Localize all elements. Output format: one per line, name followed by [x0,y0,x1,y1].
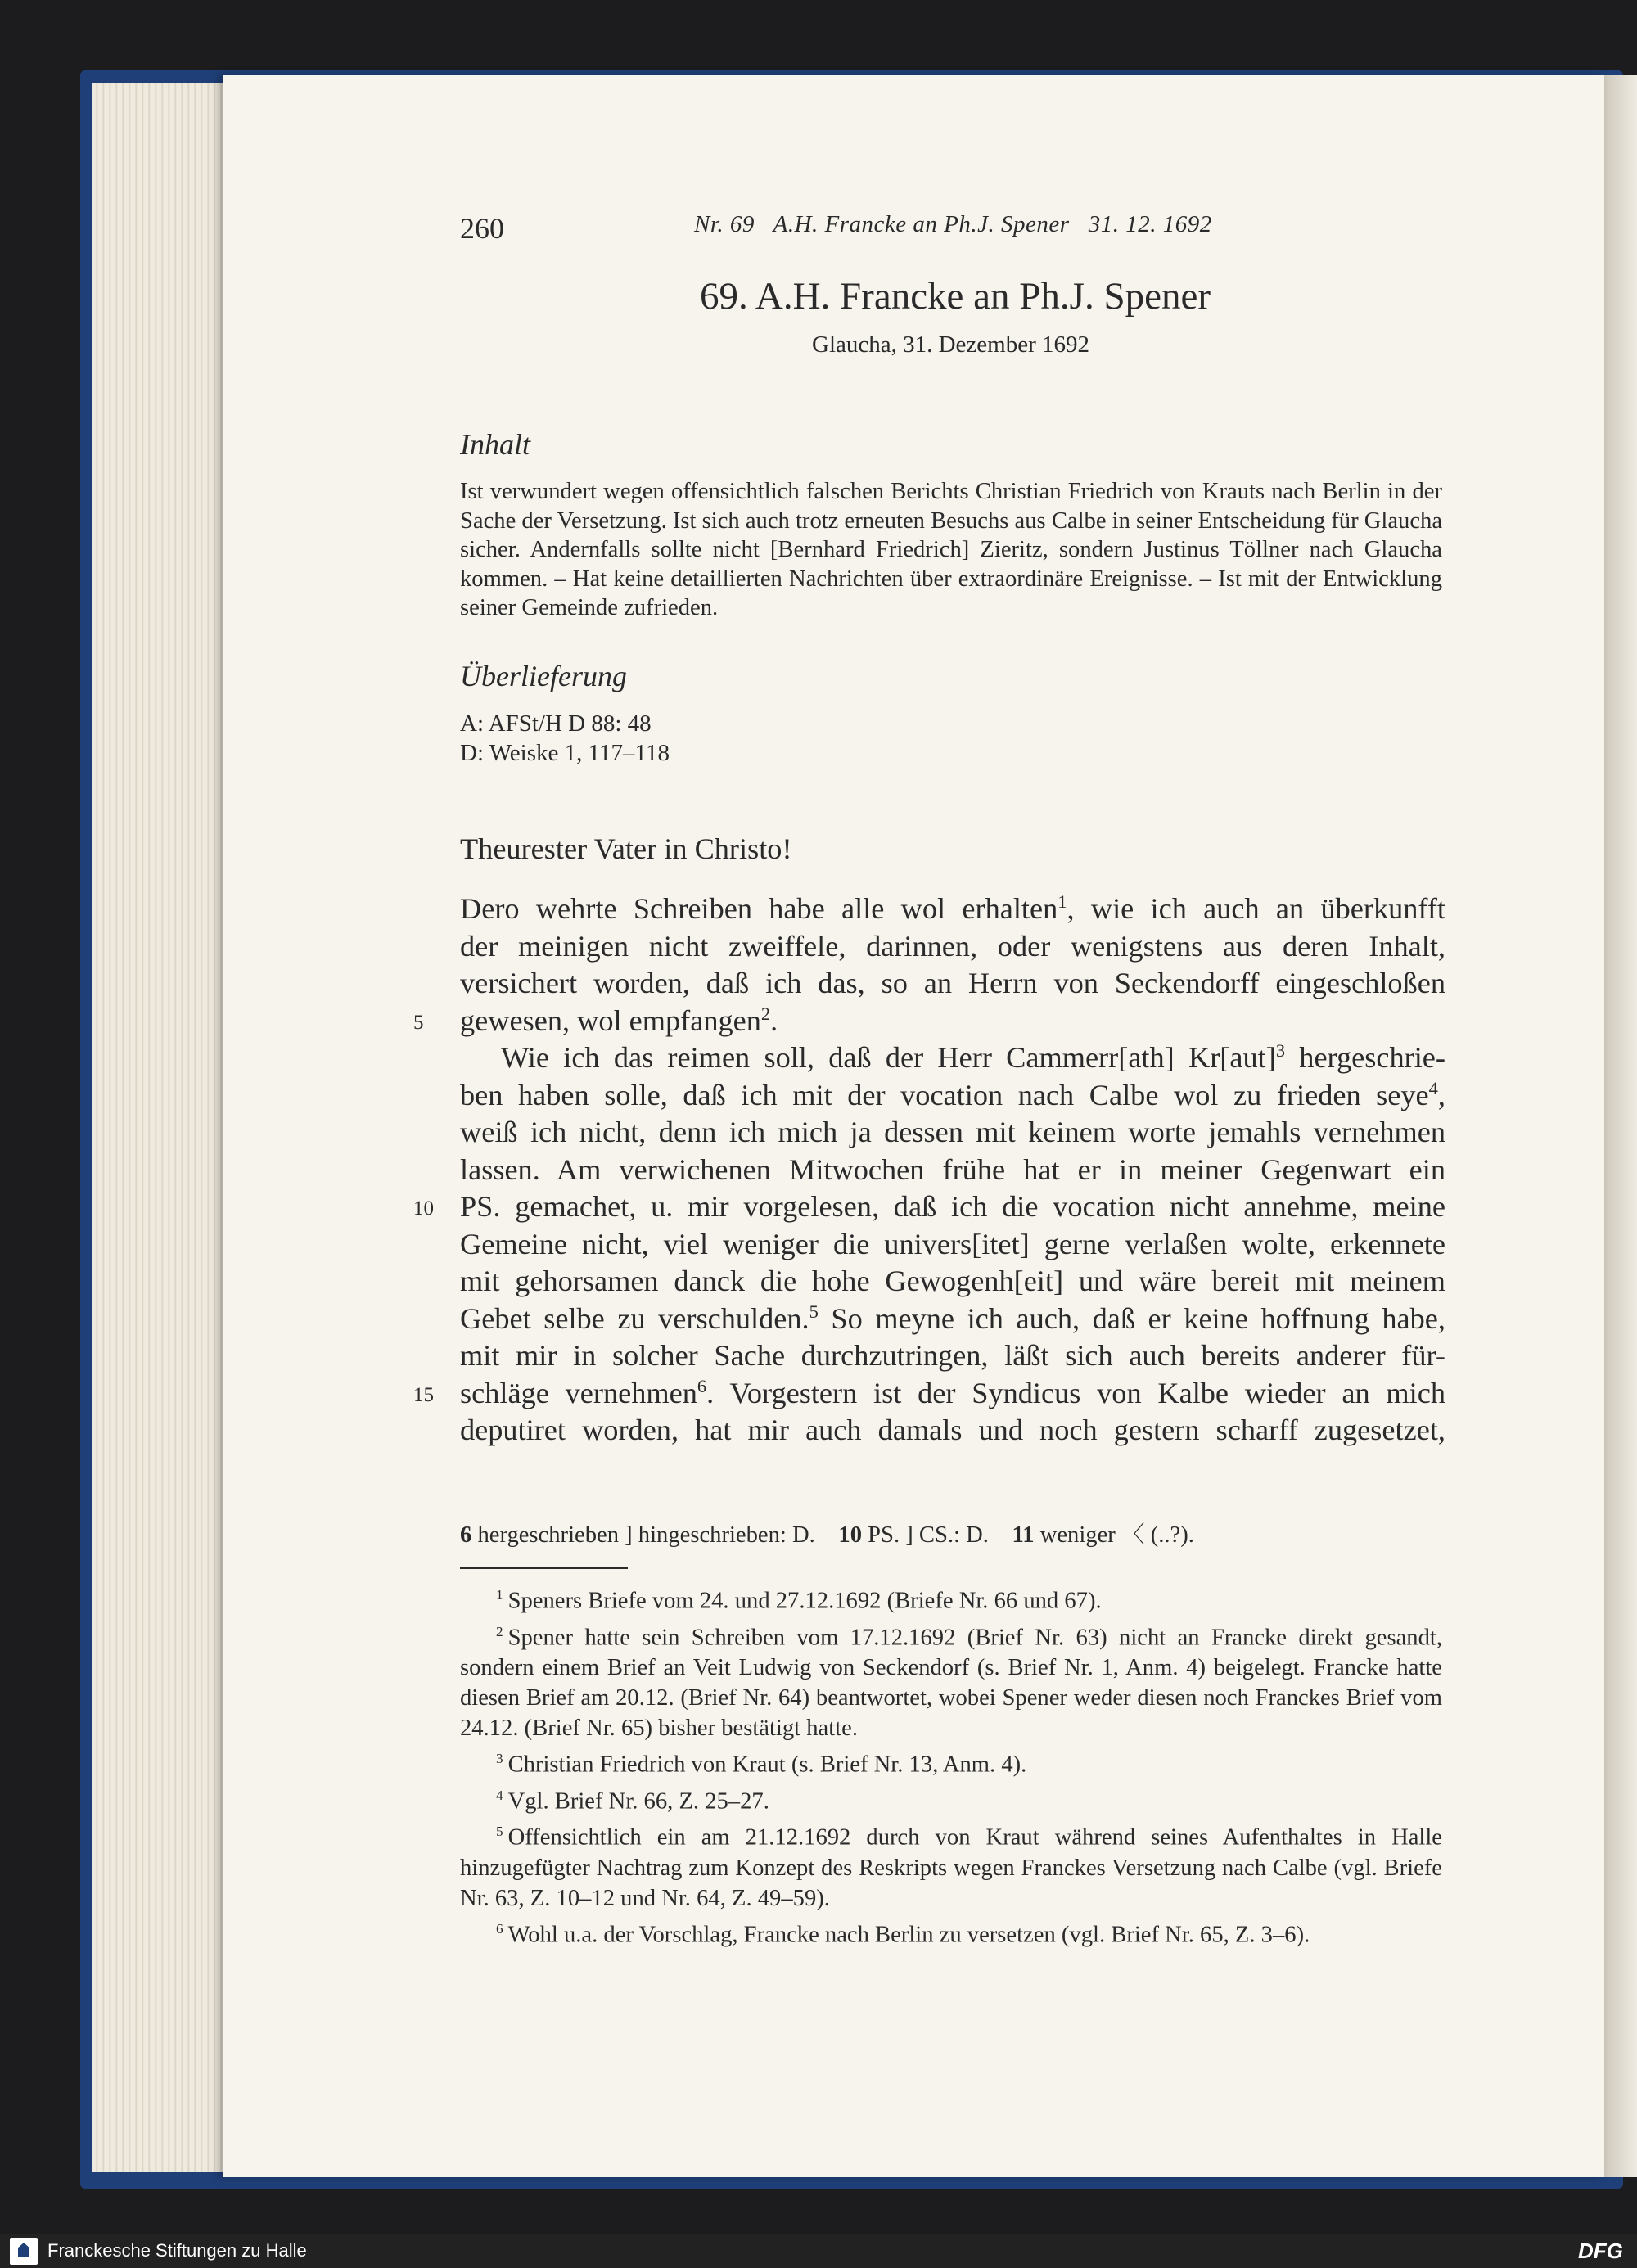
footnote-marker: 4 [1428,1077,1438,1098]
footnote-text: Wohl u.a. der Vorschlag, Francke nach Berlin zu versetzen (vgl. Brief Nr. 65, Z. 3–6). [507,1922,1310,1948]
line-text: Wie ich das reimen soll, daß der Herr Cammerr[ath] Kr[aut] [501,1041,1276,1074]
letter-line [460,1188,1445,1226]
letter-line [460,1152,1445,1189]
apparatus-line-ref: 11 [1012,1522,1035,1548]
footnote-number: 4 [496,1787,503,1803]
line-text: gewesen, wol empfangen [460,1003,761,1037]
letter-line [460,965,1445,1003]
line-text: schläge vernehmen [460,1376,697,1409]
critical-apparatus [460,1516,1194,1549]
dfg-logo: DFG [1578,2239,1623,2263]
line-text: versichert worden, daß ich das, so an Herrn von Seckendorff eingeschloßen [460,967,1445,999]
letter-line [460,1114,1445,1152]
letter-line [460,1301,1445,1338]
line-text: . [770,1003,778,1037]
letter-line [460,1263,1445,1301]
letter-line [460,1375,1445,1413]
letter-line [460,1412,1445,1450]
footnote [460,1743,1442,1780]
line-text: hergeschrie- [1285,1041,1446,1074]
institution-name: Franckesche Stiftungen zu Halle [47,2240,307,2261]
footnote-text: Offensichtlich ein am 21.12.1692 durch von Kraut während seines Aufenthaltes in Halle hinzugefügter Nachtrag zum Konzept des Reskripts wegen Franckes Versetzung nach Calbe (vgl. Briefe Nr. 63, Z. 10–12 und Nr. 64, Z. 49–59). [460,1824,1442,1911]
footnote-text: Spener hatte sein Schreiben vom 17.12.1692 (Brief Nr. 63) nicht an Francke direkt gesandt, sondern einem Brief an Veit Ludwig von Seckendorf (s. Brief Nr. 1, Anm. 4) beigelegt. Francke hatte diesen Brief am 20.12. (Brief Nr. 64) beantwortet, wobei Spener weder diesen noch Franckes Brief vom 24.12. (Brief Nr. 65) bisher bestätigt hatte. [460,1625,1442,1742]
footnote-number: 2 [496,1623,503,1639]
line-text: . Vorgestern ist der Syndicus von Kalbe wieder an mich [706,1376,1445,1409]
letter-line [460,891,1445,928]
apparatus-entry: weniger 〈 (..?). [1039,1522,1194,1548]
footnote-marker: 6 [697,1375,707,1396]
line-text: ben haben solle, daß ich mit der vocation nach Calbe wol zu frieden seye [460,1078,1429,1111]
apparatus-entry: PS. ] CS.: D. [868,1522,989,1548]
footnote [460,1816,1442,1914]
letter-line [460,1039,1445,1077]
line-text: mit gehorsamen danck die hohe Gewogenh[eit] und wäre bereit mit meinem [460,1265,1445,1297]
ueberlieferung-heading: Überlieferung [460,660,627,692]
apparatus-entry: hergeschrieben ] hingeschrieben: D. [477,1522,815,1548]
line-text: mit mir in solcher Sache durchzutringen, läßt sich auch bereits anderer für- [460,1339,1445,1372]
footnote-text: Christian Friedrich von Kraut (s. Brief Nr. 13, Anm. 4). [507,1752,1027,1778]
line-number: 10 [413,1197,434,1220]
running-head: Nr. 69 A.H. Francke an Ph.J. Spener 31. 12. 1692 [694,211,1212,237]
footnote-marker: 1 [1058,891,1067,912]
footnote-number: 5 [496,1824,503,1840]
line-text: Gebet selbe zu verschulden. [460,1301,809,1335]
letter-line [460,1003,1445,1040]
footnotes [460,1580,1442,1950]
footnote-marker: 3 [1275,1039,1286,1061]
line-text: , wie ich auch an überkunfft [1067,892,1445,925]
page-number: 260 [460,212,504,245]
facing-page-edge [1604,75,1637,2177]
line-text: PS. gemachet, u. mir vorgelesen, daß ich die vocation nicht annehme, meine [460,1190,1445,1223]
footnote-marker: 2 [760,1003,771,1024]
line-text: Gemeine nicht, viel weniger die univers[itet] gerne verlaßen wolte, erkennete [460,1227,1445,1260]
letter-body [460,891,1445,1450]
institution-logo-icon [10,2238,38,2265]
footnote-marker: 5 [809,1301,818,1322]
line-number: 15 [413,1383,434,1406]
inhalt-summary: Ist verwundert wegen offensichtlich falschen Berichts Christian Friedrich von Krauts nach Berlin in der Sache der Versetzung. Ist sich auch trotz erneuten Besuchs aus Calbe in seiner Entscheidung für Glaucha sicher. Andernfalls sollte nicht [Bernhard Friedrich] Zieritz, sondern Justinus Töllner nach Glaucha kommen. – Hat keine detaillierten Nachrichten über extraordinäre Ereignisse. – Ist mit der Entwicklung seiner Gemeinde zufrieden. [460,479,1443,620]
line-text: lassen. Am verwichenen Mitwochen frühe hat er in meiner Gegenwart ein [460,1152,1445,1186]
footnote [460,1616,1442,1744]
footnote [460,1580,1442,1616]
line-text: So meyne ich auch, daß er keine hoffnung habe, [818,1301,1445,1335]
line-text: Dero wehrte Schreiben habe alle wol erhalten [460,892,1058,925]
letter-line [460,928,1445,966]
salutation: Theurester Vater in Christo! [460,832,792,865]
line-text: , [1437,1078,1445,1111]
letter-line [460,1226,1445,1264]
letter-line [460,1077,1445,1115]
footnote-number: 3 [496,1751,503,1767]
footnote-number: 1 [496,1587,503,1603]
transmission-d: D: Weiske 1, 117–118 [460,740,670,766]
letter-title: 69. A.H. Francke an Ph.J. Spener [700,275,1211,318]
inhalt-heading: Inhalt [460,428,530,461]
apparatus-line-ref: 6 [460,1522,472,1548]
footnote-number: 6 [496,1920,503,1937]
place-date: Glaucha, 31. Dezember 1692 [812,331,1090,358]
transmission-a: A: AFSt/H D 88: 48 [460,710,652,737]
footnote-text: Vgl. Brief Nr. 66, Z. 25–27. [507,1788,769,1815]
footer-bar [0,2234,1637,2268]
footnote [460,1780,1442,1817]
footnote [460,1914,1442,1950]
apparatus-line-ref: 10 [838,1522,862,1548]
line-text: deputiret worden, hat mir auch damals und noch gestern scharff zugesetzet, [460,1414,1445,1446]
line-text: weiß ich nicht, denn ich mich ja dessen mit keinem worte jemahls vernehmen [460,1116,1445,1148]
line-number: 5 [413,1011,424,1034]
letter-line [460,1337,1445,1375]
line-text: der meinigen nicht zweiffele, darinnen, oder wenigstens aus deren Inhalt, [460,929,1445,963]
footnote-rule [460,1567,628,1569]
footnote-text: Speners Briefe vom 24. und 27.12.1692 (Briefe Nr. 66 und 67). [507,1588,1102,1614]
